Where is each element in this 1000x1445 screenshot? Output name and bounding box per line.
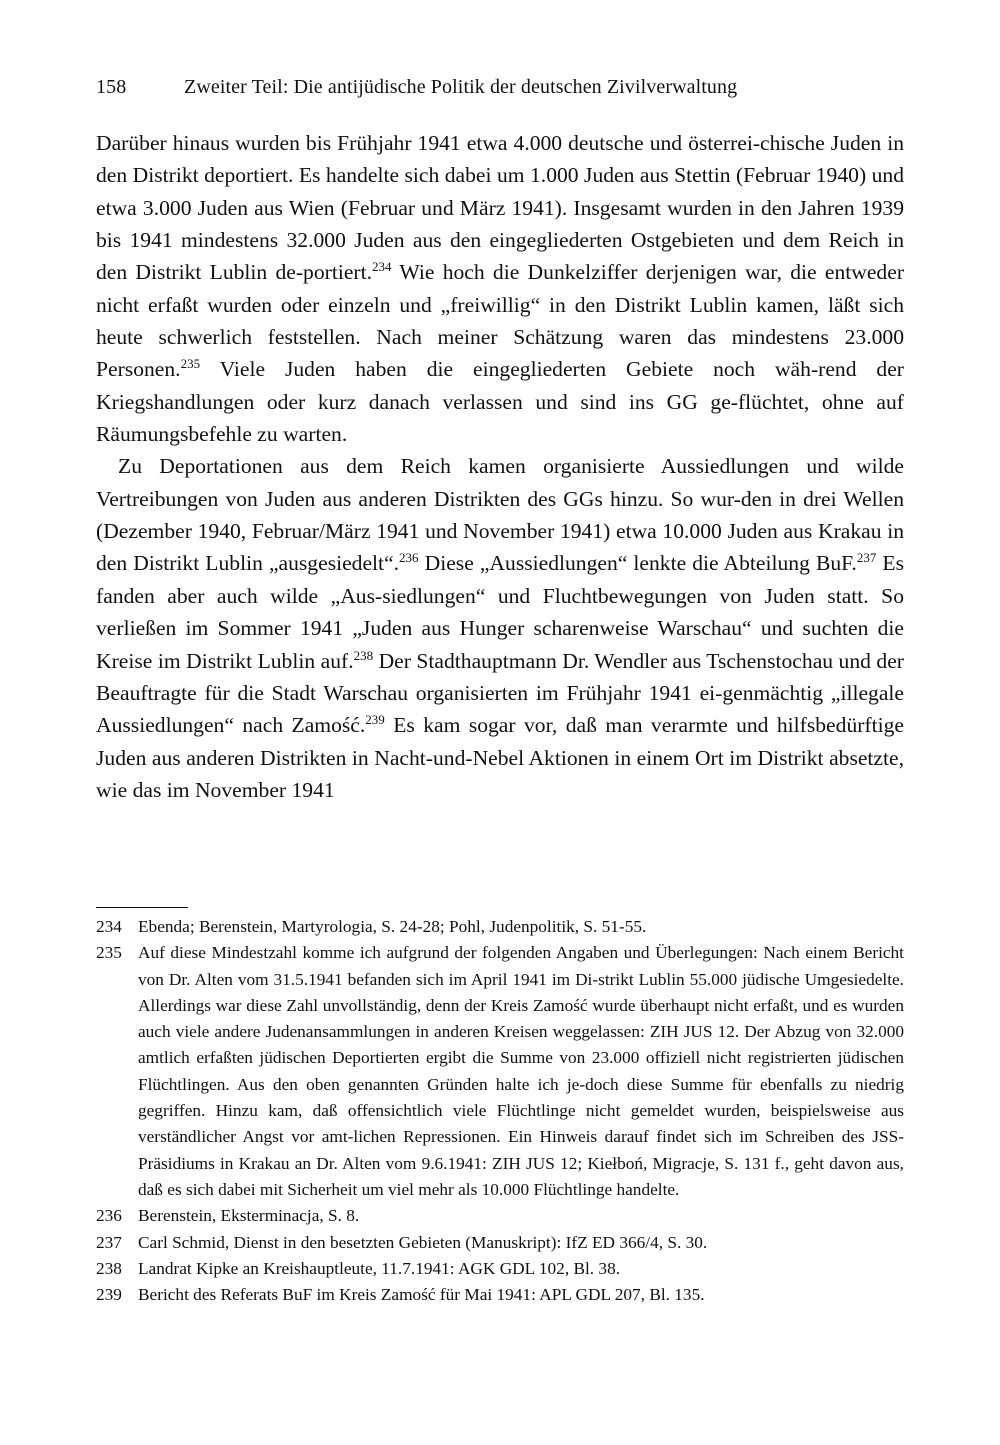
footnote-number: 234 — [96, 917, 122, 936]
paragraph-2 — [96, 450, 904, 806]
paragraph-text: Es fanden aber auch wilde „Aus-siedlungen“ und Fluchtbewegungen von Juden statt. So verließen im Sommer 1941 „Juden aus Hunger scharenweise Warschau“ und suchten die Kreise im Distrikt Lublin auf. — [96, 551, 904, 673]
footnote-235 — [96, 940, 904, 1203]
footnote-text: Ebenda; Berenstein, Martyrologia, S. 24-28; Pohl, Judenpolitik, S. 51-55. — [138, 917, 647, 936]
paragraph-text: Der Stadthauptmann Dr. Wendler aus Tschenstochau und der Beauftragte für die Stadt Warschau organisierten im Frühjahr 1941 ei-genmächtig „illegale Aussiedlungen“ nach Zamość. — [96, 648, 904, 738]
footnote-text: Carl Schmid, Dienst in den besetzten Gebieten (Manuskript): IfZ ED 366/4, S. 30. — [138, 1232, 708, 1252]
footnotes — [96, 914, 904, 1308]
running-title: Zweiter Teil: Die antijüdische Politik der deutschen Zivilverwaltung — [184, 76, 738, 98]
paragraph-text: Zu Deportationen aus dem Reich kamen organisierte Aussiedlungen und wilde Vertreibungen von Juden aus anderen Distrikten des GGs hinzu. So wur-den in drei Wellen (Dezember 1940, Februar/März 1941 und November 1941) etwa 10.000 Juden aus Krakau in den Distrikt Lublin „ausgesiedelt“. — [96, 454, 904, 576]
footnote-ref-235: 235 — [180, 356, 201, 372]
footnote-238 — [96, 1256, 904, 1282]
footnote-237 — [96, 1230, 904, 1256]
footnote-number: 238 — [96, 1258, 122, 1278]
footnote-ref-237: 237 — [856, 550, 877, 566]
footnote-divider — [96, 907, 188, 908]
page-number: 158 — [96, 76, 127, 98]
footnote-text: Bericht des Referats BuF im Kreis Zamość für Mai 1941: APL GDL 207, Bl. 135. — [138, 1285, 705, 1305]
paragraph-text: Viele Juden haben die eingegliederten Gebiete noch wäh-rend der Kriegshandlungen oder kurz danach verlassen und sind ins GG ge-flüchtet, ohne auf Räumungsbefehle zu warten. — [96, 357, 904, 447]
footnote-number: 236 — [96, 1206, 122, 1226]
footnote-text: Auf diese Mindestzahl komme ich aufgrund der folgenden Angaben und Überlegungen: Nach einem Bericht von Dr. Alten vom 31.5.1941 befanden sich im April 1941 im Di-strikt Lublin 55.000 jüdische Umgesiedelte. Allerdings war diese Zahl unvollständig, denn der Kreis Zamość wurde überhaupt nicht erfaßt, und es wurden auch viele andere Judenansammlungen in anderen Kreisen weggelassen: ZIH JUS 12. Der Abzug von 32.000 amtlich erfaßten jüdischen Deportierten ergibt die Summe von 23.000 offiziell nicht registrierten jüdischen Flüchtlingen. Aus den oben genannten Gründen halte ich je-doch diese Summe für ebenfalls zu niedrig gegriffen. Hinzu kam, daß offensichtlich viele Flüchtlinge nicht gemeldet wurden, beispielsweise aus verständlicher Angst vor amt-lichen Repressionen. Ein Hinweis darauf findet sich im Schreiben des JSS-Präsidiums in Krakau an Dr. Alten vom 9.6.1941: ZIH JUS 12; Kiełboń, Migracje, S. 131 f., geht davon aus, daß es sich dabei mit Sicherheit um viel mehr als 10.000 Flüchtlinge handelte. — [138, 943, 904, 1199]
running-head — [96, 76, 906, 99]
footnote-236 — [96, 1203, 904, 1229]
footnote-ref-239: 239 — [365, 712, 385, 727]
paragraph-1 — [96, 127, 904, 450]
footnote-text: Landrat Kipke an Kreishauptleute, 11.7.1941: AGK GDL 102, Bl. 38. — [138, 1258, 621, 1278]
paragraph-text: Diese „Aussiedlungen“ lenkte die Abteilung BuF. — [418, 551, 857, 576]
footnote-ref-234: 234 — [372, 259, 392, 275]
paragraph-text: Es kam sogar vor, daß man verarmte und hilfsbedürftige Juden aus anderen Distrikten in Nacht-und-Nebel Aktionen in einem Ort im Distrikt absetzte, wie das im November 1941 — [96, 713, 904, 802]
footnote-number: 235 — [96, 943, 122, 963]
paragraph-text: Darüber hinaus wurden bis Frühjahr 1941 etwa 4.000 deutsche und österrei-chische Juden in den Distrikt deportiert. Es handelte sich dabei um 1.000 Juden aus Stettin (Februar 1940) und etwa 3.000 Juden aus Wien (Februar und März 1941). Insgesamt wurden in den Jahren 1939 bis 1941 mindestens 32.000 Juden aus den eingegliederten Ostgebieten und dem Reich in den Distrikt Lublin de-portiert. — [96, 131, 904, 285]
footnote-ref-236: 236 — [399, 550, 419, 566]
footnote-number: 237 — [96, 1232, 122, 1252]
footnote-text: Berenstein, Eksterminacja, S. 8. — [138, 1206, 360, 1226]
footnote-239 — [96, 1282, 904, 1308]
paragraph-text: Wie hoch die Dunkelziffer derjenigen war, die entweder nicht erfaßt wurden oder einzeln und „freiwillig“ in den Distrikt Lublin kamen, läßt sich heute schwerlich feststellen. Nach meiner Schätzung waren das mindestens 23.000 Personen. — [96, 260, 905, 382]
body-text — [96, 127, 904, 806]
footnote-234 — [96, 914, 904, 940]
footnote-number: 239 — [96, 1285, 122, 1305]
footnote-ref-238: 238 — [353, 647, 374, 663]
